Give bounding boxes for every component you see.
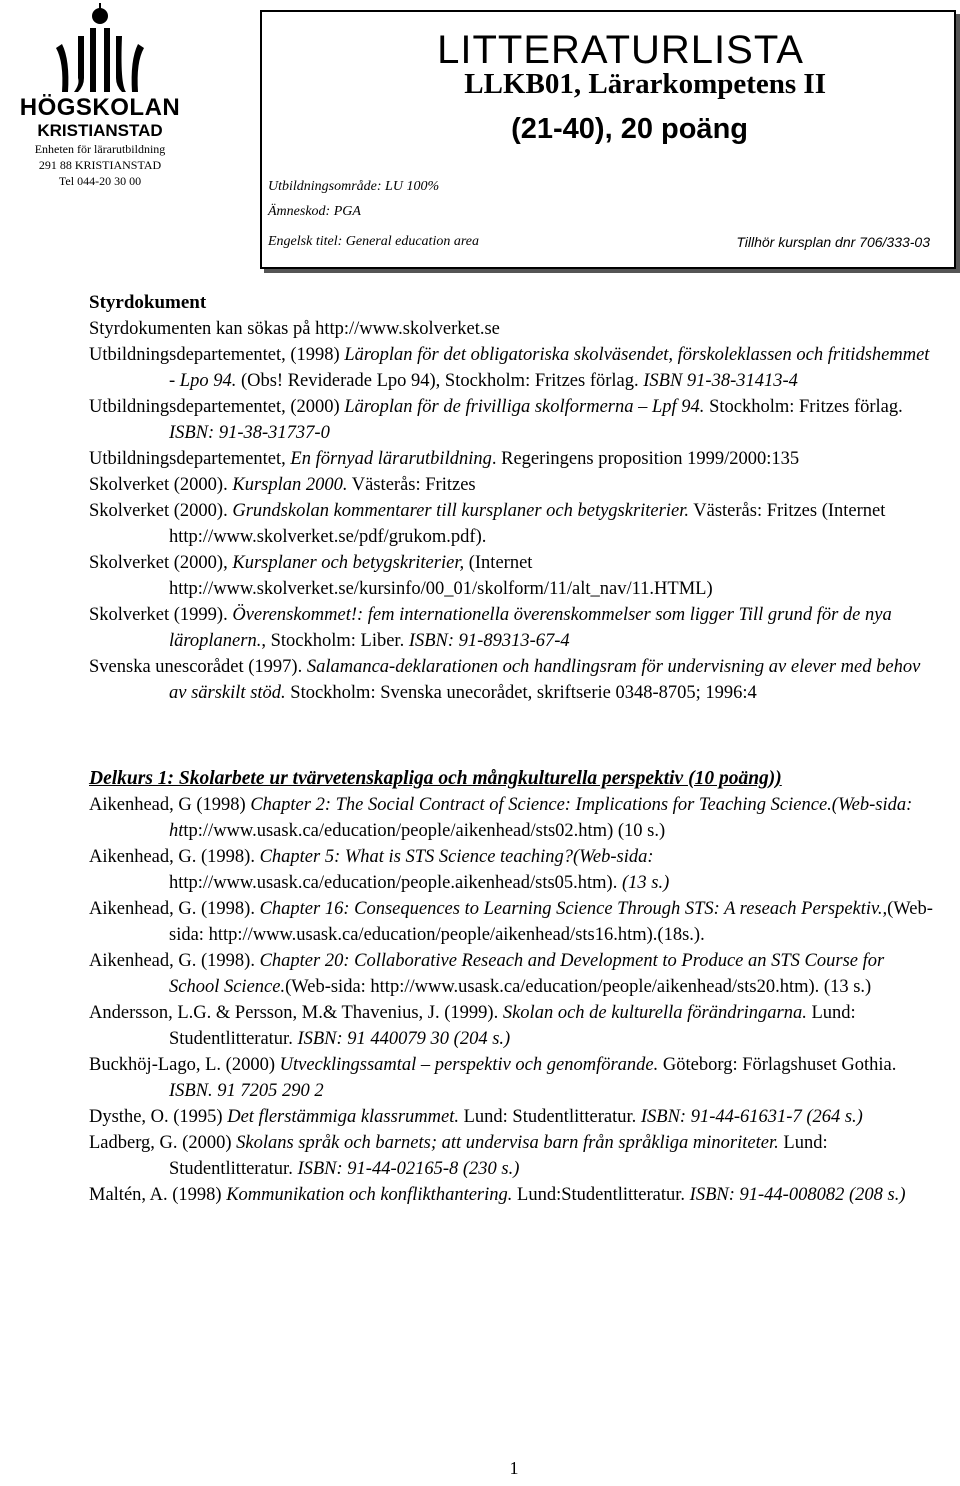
reference-entry	[89, 550, 939, 602]
reference-title-segment: Skolan och de kulturella förändringarna.	[502, 1003, 807, 1023]
reference-title-segment: Chapter 5: What is STS Science teaching?(Web-sida:	[259, 847, 654, 867]
literature-list	[89, 290, 939, 1208]
reference-entry	[89, 342, 939, 394]
reference-text-segment: tp://www.usask.ca/education/people/aikenhead/sts02.htm) (10 s.)	[183, 821, 666, 841]
reference-entry	[89, 1052, 939, 1104]
delkurs-1-entries	[89, 792, 939, 1208]
apple-emblem-icon	[40, 0, 160, 94]
address-line: Tel 044-20 30 00	[58, 174, 142, 188]
reference-text-segment: , Stockholm: Liber.	[261, 631, 409, 651]
reference-title-segment: ISBN: 91-44-02165-8 (230 s.)	[297, 1159, 520, 1179]
reference-text-segment: Ladberg, G. (2000)	[89, 1133, 237, 1153]
reference-title-segment: Chapter 2: The Social Contract of Science: Implications for Teaching Science.(Web-sida: ht	[169, 795, 913, 841]
reference-title-segment: Grundskolan kommentarer till kursplaner och betygskriterier.	[232, 501, 689, 521]
reference-title-segment: Chapter 16: Consequences to Learning Science Through STS: A reseach Perspektiv.,	[259, 899, 888, 919]
reference-text-segment: Lund: Studentlitteratur.	[169, 1003, 856, 1049]
reference-title-segment: ISBN 91-38-31413-4	[643, 371, 798, 391]
reference-title-segment: Överenskommet!: fem internationella överenskommelser som ligger Till grund för de nya läroplanern.	[169, 605, 892, 651]
styrdokument-intro: Styrdokumenten kan sökas på http://www.skolverket.se	[89, 319, 500, 339]
reference-text-segment: (Internet http://www.skolverket.se/kursinfo/00_01/skolform/11/alt_nav/11.HTML)	[169, 553, 713, 599]
institution-logo	[0, 0, 200, 210]
course-points: (21-40), 20 poäng	[511, 113, 748, 145]
reference-title-segment: Chapter 20: Collaborative Reseach and Development to Produce an STS Course for School Science.	[169, 951, 885, 997]
reference-text-segment: Utbildningsdepartementet, (2000)	[89, 397, 345, 417]
title-box	[260, 10, 956, 269]
reference-title-segment: Det flerstämmiga klassrummet.	[227, 1107, 459, 1127]
reference-title-segment: ISBN. 91 7205 290 2	[169, 1081, 324, 1101]
reference-text-segment: Västerås: Fritzes	[347, 475, 476, 495]
reference-text-segment: http://www.usask.ca/education/people.aikenhead/sts05.htm).	[169, 873, 622, 893]
section-heading-delkurs-1: Delkurs 1: Skolarbete ur tvärvetenskapliga och mångkulturella perspektiv (10 poäng))	[89, 768, 782, 789]
reference-entry	[89, 1104, 939, 1130]
reference-text-segment: Skolverket (2000).	[89, 501, 233, 521]
address-line: 291 88 KRISTIANSTAD	[38, 158, 162, 172]
reference-title-segment: ISBN: 91 440079 30 (204 s.)	[297, 1029, 511, 1049]
education-area: Utbildningsområde: LU 100%	[268, 179, 440, 194]
course-title: LLKB01, Lärarkompetens II	[464, 68, 826, 100]
reference-text-segment: (Obs! Reviderade Lpo 94), Stockholm: Fritzes förlag.	[236, 371, 644, 391]
reference-title-segment: (13 s.)	[621, 873, 670, 893]
reference-entry	[89, 654, 939, 706]
reference-text-segment: Skolverket (2000).	[89, 475, 233, 495]
reference-entry	[89, 498, 939, 550]
syllabus-reference: Tillhör kursplan dnr 706/333-03	[736, 234, 930, 250]
reference-text-segment: (Web-sida: http://www.usask.ca/education/people/aikenhead/sts20.htm). (13 s.)	[285, 977, 872, 997]
section-heading-styrdokument: Styrdokument	[89, 292, 207, 313]
reference-text-segment: Aikenhead, G. (1998).	[89, 951, 260, 971]
reference-text-segment: Stockholm: Svenska unecorådet, skriftserie 0348-8705; 1996:4	[285, 683, 757, 703]
reference-title-segment: En förnyad lärarutbildning	[290, 449, 492, 469]
reference-text-segment: Utbildningsdepartementet,	[89, 449, 291, 469]
reference-entry	[89, 446, 939, 472]
reference-text-segment: Lund: Studentlitteratur.	[169, 1133, 828, 1179]
reference-entry	[89, 602, 939, 654]
logo-wordmark-city: KRISTIANSTAD	[37, 121, 163, 140]
reference-title-segment: ISBN: 91-89313-67-4	[408, 631, 570, 651]
reference-text-segment: Dysthe, O. (1995)	[89, 1107, 228, 1127]
document-title: LITTERATURLISTA	[437, 28, 804, 72]
reference-text-segment: Lund:Studentlitteratur.	[512, 1185, 690, 1205]
logo-wordmark: HÖGSKOLAN	[19, 94, 181, 121]
reference-text-segment: Aikenhead, G. (1998).	[89, 899, 260, 919]
reference-text-segment: Svenska unescorådet (1997).	[89, 657, 307, 677]
reference-title-segment: Kursplan 2000.	[232, 475, 348, 495]
subject-code: Ämneskod: PGA	[268, 204, 361, 219]
reference-text-segment: Aikenhead, G. (1998).	[89, 847, 260, 867]
reference-text-segment: Stockholm: Fritzes förlag.	[704, 397, 903, 417]
reference-text-segment: Västerås: Fritzes (Internet http://www.skolverket.se/pdf/grukom.pdf).	[169, 501, 886, 547]
reference-text-segment: Utbildningsdepartementet, (1998)	[89, 345, 345, 365]
styrdokument-entries	[89, 342, 939, 706]
reference-title-segment: Läroplan för de frivilliga skolformerna – Lpf 94.	[344, 397, 705, 417]
reference-text-segment: Lund: Studentlitteratur.	[458, 1107, 641, 1127]
reference-entry	[89, 948, 939, 1000]
reference-title-segment: Kursplaner och betygskriterier,	[232, 553, 465, 573]
page-number: 1	[509, 1458, 519, 1478]
reference-text-segment: Aikenhead, G (1998)	[89, 795, 251, 815]
address-line: Enheten för lärarutbildning	[34, 142, 166, 156]
reference-title-segment: Salamanca-deklarationen och handlingsram för undervisning av elever med behov av särskilt stöd.	[169, 657, 921, 703]
reference-entry	[89, 1182, 939, 1208]
reference-entry	[89, 844, 939, 896]
reference-text-segment: Buckhöj-Lago, L. (2000)	[89, 1055, 280, 1075]
reference-text-segment: Maltén, A. (1998)	[89, 1185, 227, 1205]
reference-text-segment: Andersson, L.G. & Persson, M.& Thavenius, J. (1999).	[89, 1003, 503, 1023]
reference-title-segment: Skolans språk och barnets; att undervisa barn från språkliga minoriteter.	[236, 1133, 779, 1153]
reference-entry	[89, 792, 939, 844]
reference-text-segment: Skolverket (1999).	[89, 605, 233, 625]
reference-text-segment: . Regeringens proposition 1999/2000:135	[491, 449, 800, 469]
reference-entry	[89, 1000, 939, 1052]
reference-title-segment: ISBN: 91-44-008082 (208 s.)	[689, 1185, 906, 1205]
reference-title-segment: Läroplan för det obligatoriska skolväsendet, förskoleklassen och fritidshemmet - Lpo 94.	[169, 345, 930, 391]
english-title: Engelsk titel: General education area	[268, 234, 479, 249]
reference-title-segment: ISBN: 91-38-31737-0	[169, 423, 330, 443]
reference-entry	[89, 472, 939, 498]
reference-entry	[89, 1130, 939, 1182]
reference-text-segment: (Web-sida: http://www.usask.ca/education/people/aikenhead/sts16.htm).(18s.).	[169, 899, 933, 945]
reference-text-segment: Göteborg: Förlagshuset Gothia.	[658, 1055, 897, 1075]
reference-text-segment: Skolverket (2000),	[89, 553, 233, 573]
reference-entry	[89, 896, 939, 948]
reference-entry	[89, 394, 939, 446]
reference-title-segment: ISBN: 91-44-61631-7 (264 s.)	[640, 1107, 863, 1127]
reference-title-segment: Kommunikation och konflikthantering.	[226, 1185, 513, 1205]
reference-title-segment: Utvecklingssamtal – perspektiv och genomförande.	[279, 1055, 659, 1075]
